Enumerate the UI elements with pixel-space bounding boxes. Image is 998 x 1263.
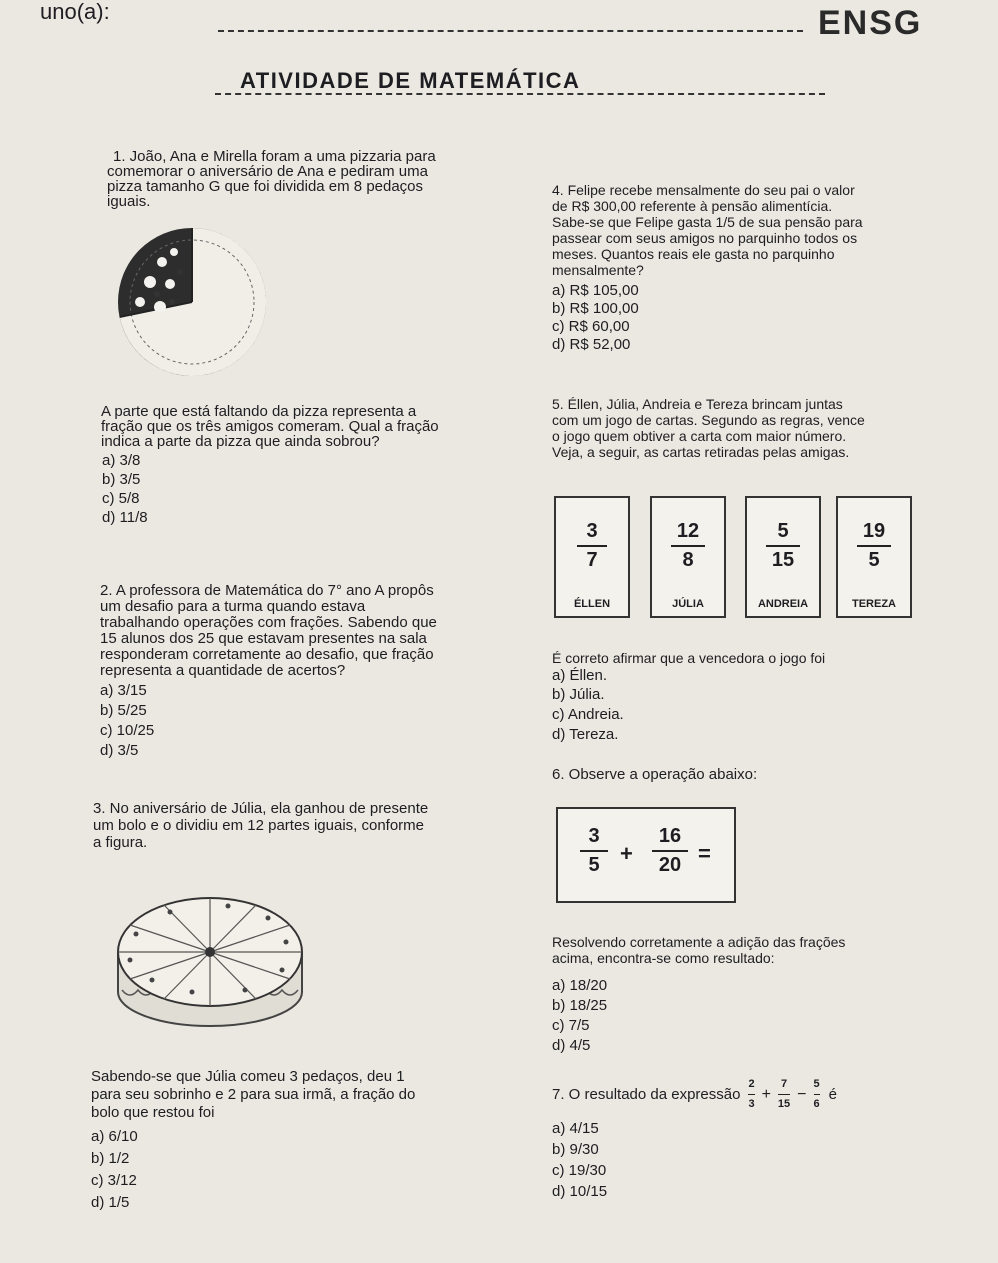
q5-question: É correto afirmar que a vencedora o jogo foi (552, 650, 826, 666)
q2-line: um desafio para a turma quando estava (100, 598, 366, 615)
q6-line: acima, encontra-se como resultado: (552, 950, 775, 966)
card-name: TEREZA (852, 598, 896, 610)
expr-numerator: 2 (748, 1077, 755, 1090)
q5-line: Veja, a seguir, as cartas retiradas pelas amigas. (552, 444, 850, 460)
q2-option-c: c) 10/25 (100, 722, 155, 739)
expr-fraction (814, 1076, 820, 1113)
op-numerator: 16 (658, 825, 682, 847)
q4-option-d: d) R$ 52,00 (552, 336, 631, 353)
q7-prefix: 7. O resultado da expressão (552, 1085, 741, 1103)
expr-fraction (778, 1076, 790, 1113)
q1-line: 1. João, Ana e Mirella foram a uma pizzaria para (113, 148, 436, 165)
q4-line: de R$ 300,00 referente à pensão alimentícia. (552, 198, 833, 214)
q5-option-d: d) Tereza. (552, 726, 619, 743)
card-name: JÚLIA (672, 598, 704, 610)
q3-question: Sabendo-se que Júlia comeu 3 pedaços, deu 1 (91, 1068, 405, 1085)
q7-statement (552, 1074, 837, 1114)
q2-line: trabalhando operações com frações. Sabendo que (100, 614, 437, 631)
equals-sign: = (698, 841, 711, 866)
q5-option-b: b) Júlia. (552, 686, 605, 703)
expr-numerator: 5 (813, 1077, 820, 1090)
q3-option-a: a) 6/10 (91, 1128, 138, 1145)
card-name: ANDREIA (757, 598, 809, 610)
pizza-figure (112, 222, 272, 382)
minus-sign: − (797, 1085, 807, 1103)
q5-line: com um jogo de cartas. Segundo as regras, vence (552, 412, 865, 428)
q7-option-a: a) 4/15 (552, 1120, 599, 1137)
expr-denominator: 6 (813, 1097, 820, 1110)
q1-option-d: d) 11/8 (102, 509, 148, 526)
q7-option-b: b) 9/30 (552, 1141, 599, 1158)
q3-line: um bolo e o dividiu em 12 partes iguais, conforme (93, 817, 425, 834)
op-numerator: 3 (588, 825, 600, 847)
q3-option-d: d) 1/5 (91, 1194, 130, 1211)
q1-option-a: a) 3/8 (102, 452, 141, 469)
q1-line: iguais. (107, 193, 151, 210)
card-denominator: 15 (771, 549, 795, 571)
cake-figure (100, 880, 320, 1040)
q6-option-a: a) 18/20 (552, 977, 608, 994)
q2-line: 15 alunos dos 25 que estavam presentes na sala (100, 630, 427, 647)
q3-option-b: b) 1/2 (91, 1150, 130, 1167)
card-tereza (836, 496, 912, 618)
card-numerator: 3 (586, 520, 598, 542)
q4-line: passear com seus amigos no parquinho todos os (552, 230, 858, 246)
q1-option-c: c) 5/8 (102, 490, 140, 507)
q2-option-b: b) 5/25 (100, 702, 147, 719)
card-numerator: 5 (777, 520, 789, 542)
q1-option-b: b) 3/5 (102, 471, 141, 488)
q1-question: fração que os três amigos comeram. Qual a fração (101, 418, 439, 435)
q4-option-b: b) R$ 100,00 (552, 300, 639, 317)
card-julia (650, 496, 726, 618)
q3-line: a figura. (93, 834, 148, 851)
school-logo: ENSG (818, 4, 923, 42)
plus-sign: + (620, 841, 633, 866)
q5-line: 5. Éllen, Júlia, Andreia e Tereza brincam juntas (552, 396, 843, 412)
expr-fraction (748, 1076, 754, 1113)
card-denominator: 7 (586, 549, 598, 571)
q6-intro: 6. Observe a operação abaixo: (552, 766, 758, 783)
card-ellen (554, 496, 630, 618)
name-label: uno(a): (40, 0, 110, 24)
q1-line: pizza tamanho G que foi dividida em 8 pedaços (107, 178, 424, 195)
card-name: ÉLLEN (573, 598, 611, 610)
operation-box (556, 807, 736, 903)
q3-line: 3. No aniversário de Júlia, ela ganhou de presente (93, 800, 429, 817)
q1-question: indica a parte da pizza que ainda sobrou? (101, 433, 380, 450)
expr-numerator: 7 (780, 1077, 788, 1090)
card-denominator: 8 (682, 549, 694, 571)
q6-option-b: b) 18/25 (552, 997, 608, 1014)
q1-question: A parte que está faltando da pizza representa a (101, 403, 417, 420)
q2-line: 2. A professora de Matemática do 7° ano A propôs (100, 582, 434, 599)
q3-option-c: c) 3/12 (91, 1172, 137, 1189)
q1-line: comemorar o aniversário de Ana e pediram uma (107, 163, 428, 180)
expr-denominator: 15 (777, 1097, 791, 1110)
q3-question: para seu sobrinho e 2 para sua irmã, a fração do (91, 1086, 416, 1103)
op-denominator: 5 (588, 854, 600, 876)
q6-option-c: c) 7/5 (552, 1017, 590, 1034)
q3-question: bolo que restou foi (91, 1104, 215, 1121)
name-line (218, 30, 803, 32)
q4-option-c: c) R$ 60,00 (552, 318, 630, 335)
card-denominator: 5 (868, 549, 880, 571)
plus-sign: + (761, 1085, 771, 1103)
q4-line: meses. Quantos reais ele gasta no parquinho (552, 246, 835, 262)
q6-option-d: d) 4/5 (552, 1037, 591, 1054)
q2-line: responderam corretamente ao desafio, que fração (100, 646, 434, 663)
q5-option-a: a) Éllen. (552, 667, 608, 684)
card-numerator: 12 (676, 520, 700, 542)
expr-denominator: 3 (748, 1097, 755, 1110)
q4-line: 4. Felipe recebe mensalmente do seu pai o valor (552, 182, 855, 198)
q4-line: Sabe-se que Felipe gasta 1/5 de sua pensão para (552, 214, 863, 230)
page-title: ATIVIDADE DE MATEMÁTICA (240, 68, 581, 93)
q2-option-a: a) 3/15 (100, 682, 147, 699)
q5-option-c: c) Andreia. (552, 706, 624, 723)
q5-line: o jogo quem obtiver a carta com maior número. (552, 428, 847, 444)
q6-line: Resolvendo corretamente a adição das frações (552, 934, 846, 950)
card-numerator: 19 (862, 520, 886, 542)
q7-option-d: d) 10/15 (552, 1183, 608, 1200)
op-denominator: 20 (658, 854, 682, 876)
q4-line: mensalmente? (552, 262, 644, 278)
card-andreia (745, 496, 821, 618)
q7-suffix: é (828, 1085, 837, 1103)
q7-option-c: c) 19/30 (552, 1162, 607, 1179)
q4-option-a: a) R$ 105,00 (552, 282, 639, 299)
q2-option-d: d) 3/5 (100, 742, 139, 759)
q2-line: representa a quantidade de acertos? (100, 662, 346, 679)
